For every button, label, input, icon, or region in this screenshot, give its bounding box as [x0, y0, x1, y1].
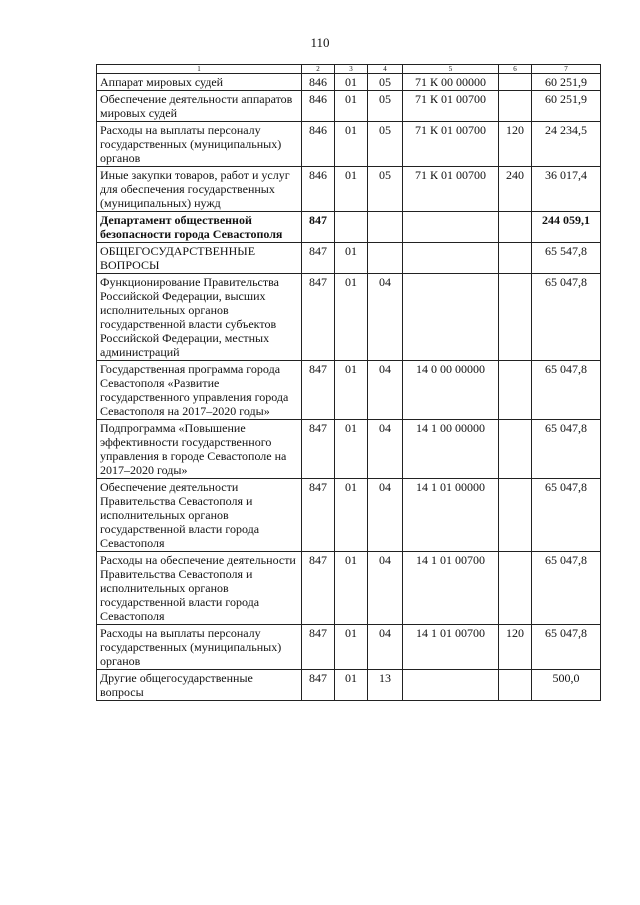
ministry-code-cell: 847	[302, 274, 335, 361]
table-row	[97, 91, 601, 122]
amount-cell: 60 251,9	[532, 74, 601, 91]
header-row	[97, 65, 601, 74]
subsection-code-cell: 05	[368, 74, 403, 91]
expense-type-cell	[499, 361, 532, 420]
table-row	[97, 243, 601, 274]
section-code-cell: 01	[335, 122, 368, 167]
expense-type-cell	[499, 670, 532, 701]
section-code-cell: 01	[335, 74, 368, 91]
table-row	[97, 552, 601, 625]
section-code-cell: 01	[335, 91, 368, 122]
amount-cell: 65 047,8	[532, 274, 601, 361]
target-article-cell: 71 К 01 00700	[403, 122, 499, 167]
subsection-code-cell: 04	[368, 625, 403, 670]
subsection-code-cell	[368, 212, 403, 243]
target-article-cell: 14 1 01 00000	[403, 479, 499, 552]
table-row	[97, 167, 601, 212]
ministry-code-cell: 846	[302, 122, 335, 167]
subsection-code-cell: 04	[368, 479, 403, 552]
expense-type-cell	[499, 243, 532, 274]
column-header: 2	[302, 65, 335, 74]
section-code-cell: 01	[335, 274, 368, 361]
table-row	[97, 625, 601, 670]
target-article-cell: 14 1 01 00700	[403, 552, 499, 625]
amount-cell: 244 059,1	[532, 212, 601, 243]
row-name-cell: Обеспечение деятельности Правительства Севастополя и исполнительных органов государственной власти города Севастополя	[97, 479, 302, 552]
ministry-code-cell: 847	[302, 479, 335, 552]
subsection-code-cell: 04	[368, 420, 403, 479]
section-code-cell: 01	[335, 670, 368, 701]
target-article-cell	[403, 274, 499, 361]
table-row	[97, 670, 601, 701]
expense-type-cell	[499, 274, 532, 361]
column-header: 1	[97, 65, 302, 74]
subsection-code-cell: 05	[368, 122, 403, 167]
expense-type-cell	[499, 552, 532, 625]
subsection-code-cell: 04	[368, 361, 403, 420]
amount-cell: 65 047,8	[532, 361, 601, 420]
column-header: 4	[368, 65, 403, 74]
budget-table	[96, 64, 601, 701]
row-name-cell: Расходы на выплаты персоналу государственных (муниципальных) органов	[97, 625, 302, 670]
target-article-cell: 71 К 01 00700	[403, 91, 499, 122]
amount-cell: 60 251,9	[532, 91, 601, 122]
amount-cell: 65 047,8	[532, 479, 601, 552]
expense-type-cell: 120	[499, 625, 532, 670]
row-name-cell: Функционирование Правительства Российской Федерации, высших исполнительных органов государственной власти субъектов Российской Федерации, местных администраций	[97, 274, 302, 361]
row-name-cell: Обеспечение деятельности аппаратов мировых судей	[97, 91, 302, 122]
table-row	[97, 361, 601, 420]
section-code-cell: 01	[335, 167, 368, 212]
target-article-cell: 14 1 00 00000	[403, 420, 499, 479]
subsection-code-cell: 05	[368, 167, 403, 212]
ministry-code-cell: 847	[302, 625, 335, 670]
table-row	[97, 479, 601, 552]
row-name-cell: Иные закупки товаров, работ и услуг для обеспечения государственных (муниципальных) нужд	[97, 167, 302, 212]
subsection-code-cell: 05	[368, 91, 403, 122]
expense-type-cell	[499, 420, 532, 479]
section-code-cell: 01	[335, 420, 368, 479]
table-row	[97, 74, 601, 91]
ministry-code-cell: 847	[302, 670, 335, 701]
row-name-cell: Расходы на выплаты персоналу государственных (муниципальных) органов	[97, 122, 302, 167]
subsection-code-cell: 04	[368, 274, 403, 361]
ministry-code-cell: 846	[302, 167, 335, 212]
amount-cell: 65 047,8	[532, 625, 601, 670]
section-code-cell	[335, 212, 368, 243]
subsection-code-cell: 04	[368, 552, 403, 625]
ministry-code-cell: 846	[302, 91, 335, 122]
row-name-cell: Другие общегосударственные вопросы	[97, 670, 302, 701]
target-article-cell: 71 К 01 00700	[403, 167, 499, 212]
subsection-code-cell	[368, 243, 403, 274]
row-name-cell: Аппарат мировых судей	[97, 74, 302, 91]
target-article-cell	[403, 670, 499, 701]
expense-type-cell	[499, 91, 532, 122]
section-code-cell: 01	[335, 625, 368, 670]
column-header: 6	[499, 65, 532, 74]
ministry-code-cell: 847	[302, 552, 335, 625]
column-header: 3	[335, 65, 368, 74]
section-code-cell: 01	[335, 552, 368, 625]
amount-cell: 65 047,8	[532, 420, 601, 479]
row-name-cell: Подпрограмма «Повышение эффективности государственного управления в городе Севастополе на 2017–2020 годы»	[97, 420, 302, 479]
column-header: 5	[403, 65, 499, 74]
ministry-code-cell: 846	[302, 74, 335, 91]
amount-cell: 65 047,8	[532, 552, 601, 625]
section-code-cell: 01	[335, 479, 368, 552]
amount-cell: 36 017,4	[532, 167, 601, 212]
ministry-code-cell: 847	[302, 361, 335, 420]
table-row	[97, 274, 601, 361]
amount-cell: 24 234,5	[532, 122, 601, 167]
amount-cell: 500,0	[532, 670, 601, 701]
target-article-cell: 14 0 00 00000	[403, 361, 499, 420]
ministry-code-cell: 847	[302, 420, 335, 479]
expense-type-cell	[499, 212, 532, 243]
table-row	[97, 122, 601, 167]
target-article-cell: 71 К 00 00000	[403, 74, 499, 91]
table-row	[97, 420, 601, 479]
subsection-code-cell: 13	[368, 670, 403, 701]
page-number: 110	[310, 35, 330, 50]
row-name-cell: ОБЩЕГОСУДАРСТВЕННЫЕ ВОПРОСЫ	[97, 243, 302, 274]
row-name-cell: Департамент общественной безопасности города Севастополя	[97, 212, 302, 243]
section-code-cell: 01	[335, 243, 368, 274]
row-name-cell: Расходы на обеспечение деятельности Правительства Севастополя и исполнительных органов государственной власти города Севастополя	[97, 552, 302, 625]
expense-type-cell	[499, 479, 532, 552]
expense-type-cell: 240	[499, 167, 532, 212]
ministry-code-cell: 847	[302, 212, 335, 243]
target-article-cell: 14 1 01 00700	[403, 625, 499, 670]
target-article-cell	[403, 243, 499, 274]
target-article-cell	[403, 212, 499, 243]
expense-type-cell	[499, 74, 532, 91]
column-header: 7	[532, 65, 601, 74]
section-code-cell: 01	[335, 361, 368, 420]
amount-cell: 65 547,8	[532, 243, 601, 274]
table-row	[97, 212, 601, 243]
row-name-cell: Государственная программа города Севастополя «Развитие государственного управления города Севастополя на 2017–2020 годы»	[97, 361, 302, 420]
ministry-code-cell: 847	[302, 243, 335, 274]
expense-type-cell: 120	[499, 122, 532, 167]
